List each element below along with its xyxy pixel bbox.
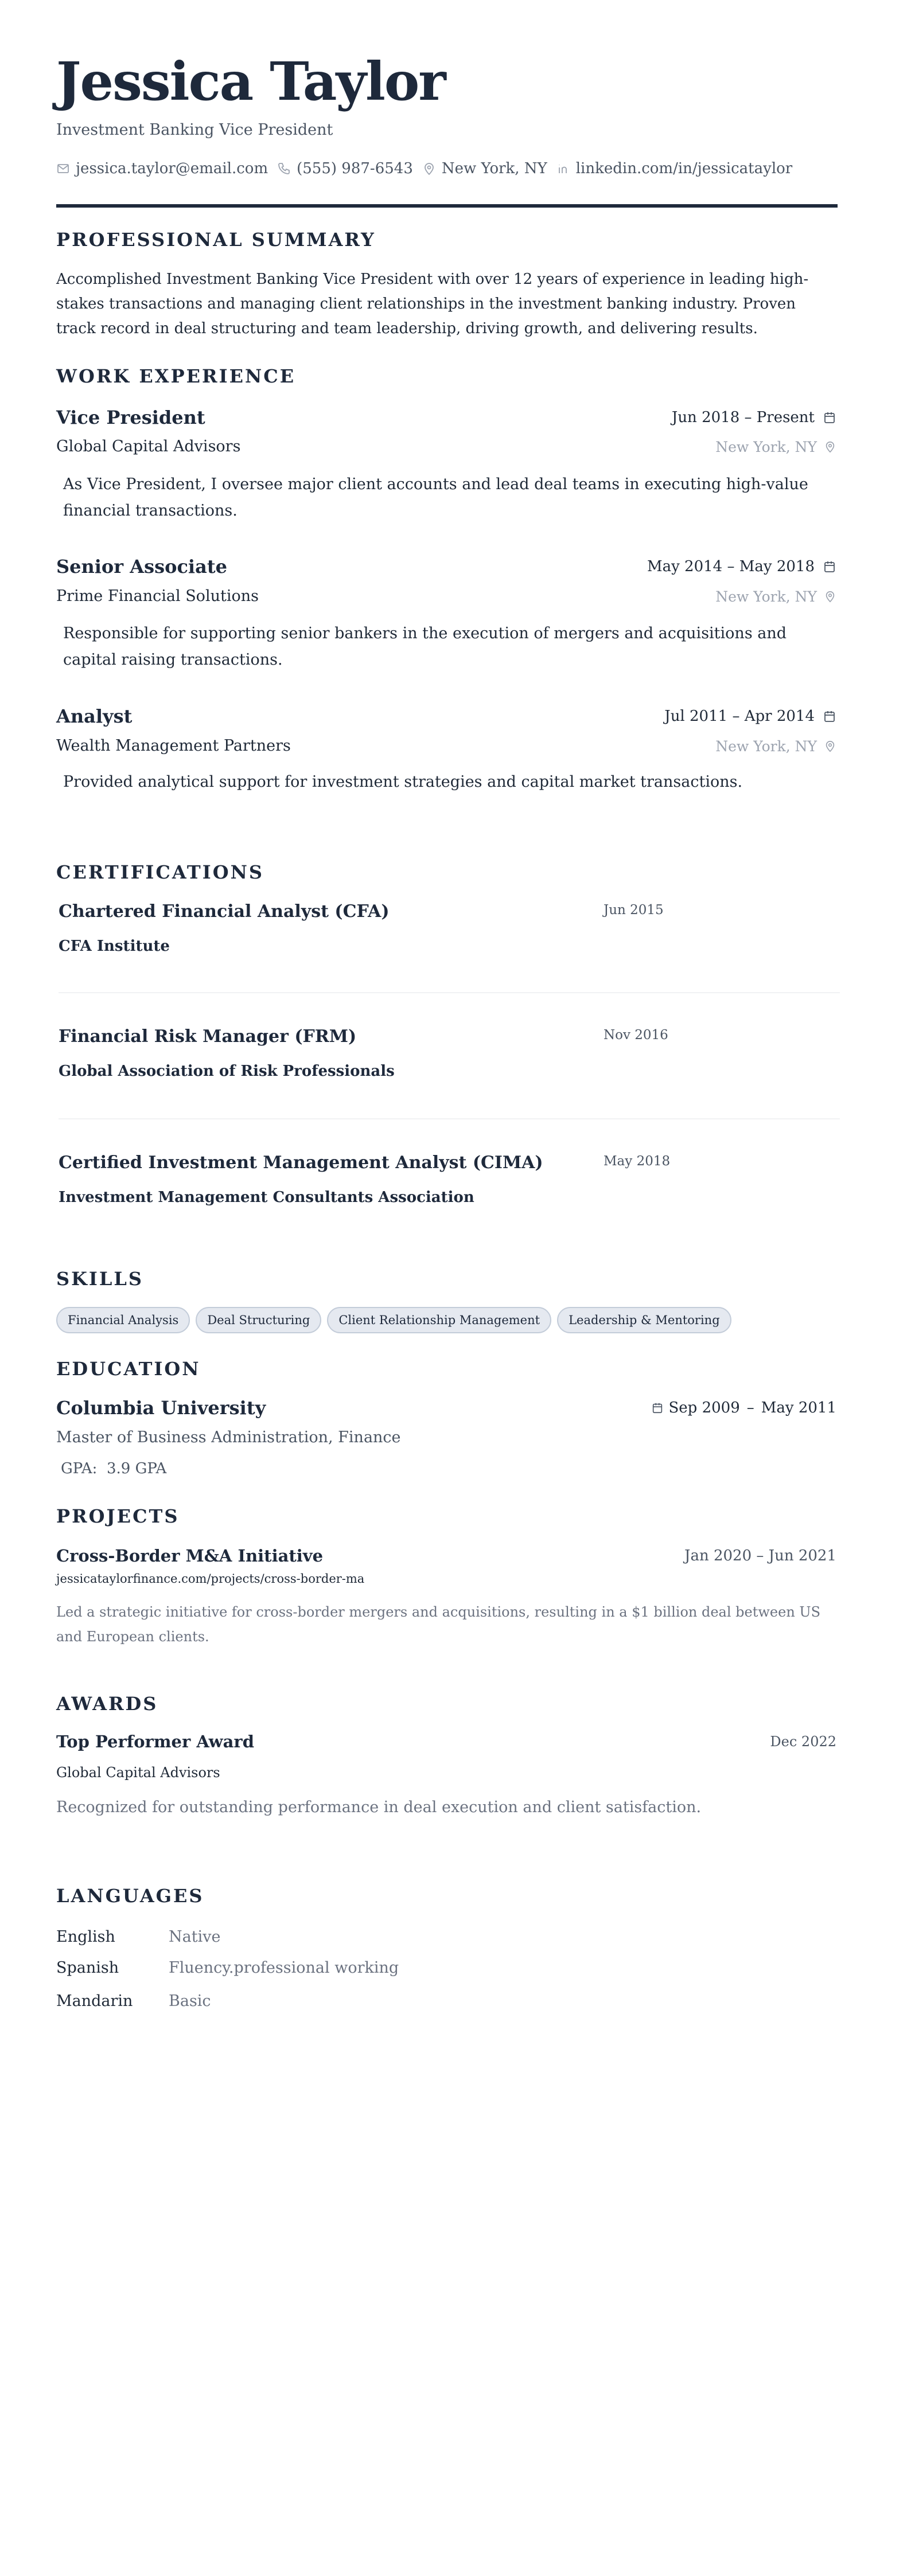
education-start: Sep 2009 [668, 1399, 740, 1416]
project-description: Led a strategic initiative for cross-border mergers and acquisitions, resulting in a $1 billion deal between US and European clients. [56, 1604, 821, 1645]
job-company-row [56, 736, 836, 756]
job-header-row [56, 406, 836, 429]
job-location-text: New York, NY [715, 588, 817, 605]
job-dates [664, 708, 836, 725]
section-title-education: EDUCATION [56, 1358, 201, 1380]
job-dates-text: May 2014 – May 2018 [647, 558, 815, 575]
contact-location [422, 159, 547, 178]
job-title: Vice President [56, 407, 205, 428]
job-title: Analyst [56, 705, 133, 727]
job-header-row [56, 705, 836, 728]
job-company: Wealth Management Partners [56, 737, 291, 755]
language-name: English [56, 1928, 115, 1946]
contact-email[interactable] [56, 159, 268, 178]
cert-name: Chartered Financial Analyst (CFA) [59, 901, 390, 922]
candidate-name: Jessica Taylor [56, 50, 445, 112]
skills-list [56, 1307, 731, 1333]
section-title-certifications: CERTIFICATIONS [56, 861, 264, 883]
linkedin-text: linkedin.com/in/jessicataylor [575, 160, 793, 177]
project-header-row [56, 1545, 836, 1566]
section-title-awards: AWARDS [56, 1693, 158, 1715]
award-description: Recognized for outstanding performance in deal execution and client satisfaction. [56, 1798, 702, 1816]
skill-chip: Leadership & Mentoring [557, 1307, 731, 1333]
section-title-summary: PROFESSIONAL SUMMARY [56, 229, 376, 251]
cert-date: Nov 2016 [604, 1028, 668, 1043]
cert-divider [59, 1118, 840, 1119]
job-company: Prime Financial Solutions [56, 587, 259, 605]
calendar-icon [823, 560, 836, 573]
phone-text: (555) 987-6543 [297, 160, 413, 177]
cert-date: Jun 2015 [604, 903, 664, 918]
job-description: Responsible for supporting senior bankers in the execution of mergers and acquisitions and capital raising transactions. [63, 625, 787, 669]
language-name: Spanish [56, 1959, 119, 1977]
cert-date: May 2018 [604, 1154, 671, 1169]
section-title-languages: LANGUAGES [56, 1885, 204, 1907]
job-company-row [56, 586, 836, 607]
cert-issuer: CFA Institute [59, 938, 170, 955]
contact-phone[interactable] [277, 159, 413, 178]
education-gpa [61, 1459, 166, 1478]
map-pin-icon [824, 740, 836, 752]
job-location [715, 738, 836, 755]
job-location [715, 439, 836, 455]
language-row [56, 1958, 399, 1978]
job-description: Provided analytical support for investment strategies and capital market transactions. [63, 773, 743, 791]
skill-chip: Client Relationship Management [327, 1307, 551, 1333]
job-dates-text: Jul 2011 – Apr 2014 [664, 708, 815, 725]
job-header-row [56, 555, 836, 578]
education-end: May 2011 [761, 1399, 836, 1416]
job-dates-text: Jun 2018 – Present [671, 409, 815, 426]
gpa-label: GPA: [61, 1460, 98, 1477]
job-location [715, 588, 836, 605]
job-location-text: New York, NY [715, 737, 817, 755]
cert-name: Certified Investment Management Analyst (CIMA) [59, 1153, 543, 1173]
job-location-text: New York, NY [715, 438, 817, 455]
summary-text: Accomplished Investment Banking Vice President with over 12 years of experience in leading high-stakes transactions and managing client relationships in the investment banking industry. Proven track record in deal structuring and team leadership, driving growth, and delivering results. [56, 271, 809, 337]
candidate-title: Investment Banking Vice President [56, 121, 333, 139]
gpa-value: 3.9 GPA [106, 1460, 167, 1477]
map-pin-icon [824, 440, 836, 453]
education-header-row [56, 1396, 836, 1419]
job-company: Global Capital Advisors [56, 438, 241, 455]
education-school: Columbia University [56, 1397, 266, 1419]
mail-icon [56, 162, 70, 175]
job-dates [647, 558, 836, 575]
section-title-skills: SKILLS [56, 1268, 143, 1290]
contact-linkedin[interactable] [556, 159, 792, 178]
map-pin-icon [422, 162, 436, 175]
header-divider [56, 204, 838, 208]
project-url-link[interactable]: jessicataylorfinance.com/projects/cross-border-ma [56, 1572, 365, 1586]
calendar-icon [823, 411, 836, 424]
award-issuer: Global Capital Advisors [56, 1765, 220, 1781]
phone-icon [277, 162, 291, 175]
education-degree: Master of Business Administration, Finance [56, 1428, 401, 1446]
date-separator: – [746, 1399, 754, 1416]
cert-issuer: Global Association of Risk Professionals [59, 1063, 395, 1080]
job-title: Senior Associate [56, 556, 227, 577]
education-dates [651, 1399, 836, 1416]
project-title: Cross-Border M&A Initiative [56, 1546, 324, 1566]
language-level: Basic [169, 1992, 211, 2010]
cert-name: Financial Risk Manager (FRM) [59, 1027, 357, 1047]
award-header-row [56, 1731, 836, 1752]
map-pin-icon [824, 590, 836, 603]
award-date: Dec 2022 [770, 1734, 836, 1750]
section-title-experience: WORK EXPERIENCE [56, 365, 296, 387]
project-dates: Jan 2020 – Jun 2021 [684, 1547, 836, 1564]
section-title-projects: PROJECTS [56, 1505, 180, 1527]
cert-divider [59, 992, 840, 993]
email-text: jessica.taylor@email.com [76, 160, 268, 177]
contact-bar [56, 159, 801, 178]
job-description: As Vice President, I oversee major client accounts and lead deal teams in executing high-value financial transactions. [63, 475, 808, 520]
location-text: New York, NY [441, 160, 547, 177]
award-title: Top Performer Award [56, 1732, 254, 1751]
language-row [56, 1927, 220, 1947]
language-row [56, 1991, 211, 2012]
calendar-icon [651, 1402, 664, 1414]
language-level: Native [169, 1928, 221, 1946]
cert-issuer: Investment Management Consultants Association [59, 1189, 474, 1206]
linkedin-icon [556, 162, 570, 175]
job-company-row [56, 436, 836, 457]
job-dates [672, 409, 836, 426]
skill-chip: Financial Analysis [56, 1307, 190, 1333]
language-name: Mandarin [56, 1992, 133, 2010]
language-level: Fluency.professional working [169, 1959, 399, 1977]
skill-chip: Deal Structuring [196, 1307, 321, 1333]
calendar-icon [823, 709, 836, 723]
